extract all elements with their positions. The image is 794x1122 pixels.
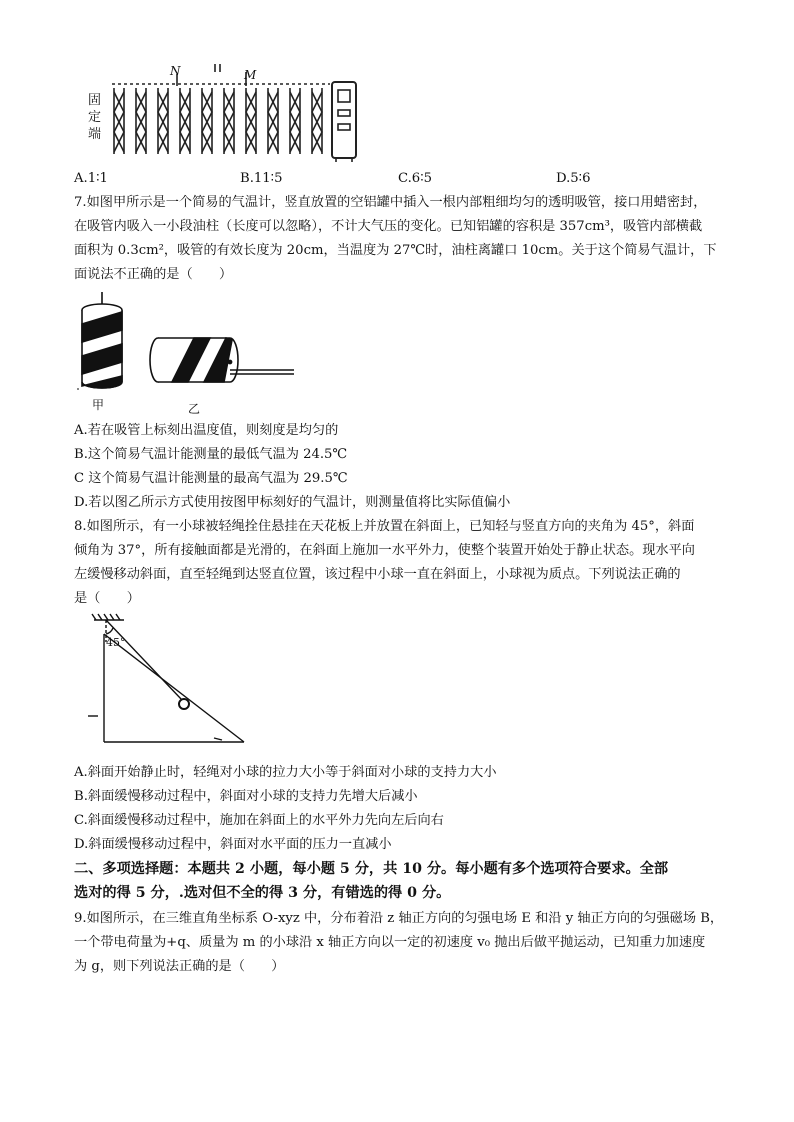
q7-option-a: A.若在吸管上标刻出温度值，则刻度是均匀的 [74,423,339,438]
label-angle-45: 45° [106,636,126,649]
label-jia: 甲 [92,398,105,412]
q7-line-2: 在吸管内吸入一小段油柱（长度可以忽略），不计大气压的变化。已知铝罐的容积是 357cm³，吸管内部横截 [74,219,703,234]
label-m: M [244,68,257,82]
q6-option-c: C.6∶5 [398,171,433,186]
figure-thermometer [76,290,306,416]
q7-option-b: B.这个简易气温计能测量的最低气温为 24.5℃ [74,447,348,462]
label-fixed-end: 固 定 端 [88,93,102,142]
q6-option-d: D.5∶6 [556,171,591,186]
q9-line-2: 一个带电荷量为+q、质量为 m 的小球沿 x 轴正方向以一定的初速度 v₀ 抛出后做平抛运动，已知重力加速度 [74,935,706,950]
label-yi: 乙 [188,402,201,416]
q8-option-d: D.斜面缓慢移动过程中，斜面对水平面的压力一直减小 [74,837,392,852]
q9-line-1: 9.如图所示，在三维直角坐标系 O-xyz 中，分布着沿 z 轴正方向的匀强电场 E 和沿 y 轴正方向的匀强磁场 B， [74,911,724,926]
section2-line-2: 选对的得 5 分，.选对但不全的得 3 分，有错选的得 0 分。 [74,885,451,901]
q7-option-d: D.若以图乙所示方式使用按图甲标刻好的气温计，则测量值将比实际值偏小 [74,495,511,510]
folding-gate-drawing [84,62,364,166]
incline-drawing [84,612,254,752]
q9-line-3: 为 g，则下列说法正确的是（ ） [74,959,285,974]
thermometer-drawing [76,290,306,416]
q8-line-3: 左缓慢移动斜面，直至轻绳到达竖直位置，该过程中小球一直在斜面上，小球视为质点。下列说法正确的 [74,567,681,582]
q8-line-2: 倾角为 37°，所有接触面都是光滑的，在斜面上施加一水平外力，使整个装置开始处于静止状态。现水平向 [74,543,695,558]
label-n: N [170,64,181,78]
section2-line-1: 二、多项选择题：本题共 2 小题，每小题 5 分，共 10 分。每小题有多个选项符合要求。全部 [74,861,669,877]
q8-option-a: A.斜面开始静止时，轻绳对小球的拉力大小等于斜面对小球的支持力大小 [74,765,497,780]
q8-option-c: C.斜面缓慢移动过程中，施加在斜面上的水平外力先向左后向右 [74,813,444,828]
figure-folding-gate [84,62,364,166]
q8-option-b: B.斜面缓慢移动过程中，斜面对小球的支持力先增大后减小 [74,789,418,804]
q6-option-b: B.11∶5 [240,171,283,186]
figure-incline [84,612,254,752]
q7-option-c: C 这个简易气温计能测量的最高气温为 29.5℃ [74,471,348,486]
q7-line-1: 7.如图甲所示是一个简易的气温计，竖直放置的空铝罐中插入一根内部粗细均匀的透明吸管，接口用蜡密封， [74,195,707,210]
q7-line-4: 面说法不正确的是（ ） [74,267,233,282]
q6-option-a: A.1∶1 [74,171,108,186]
q8-line-1: 8.如图所示，有一小球被轻绳拴住悬挂在天花板上并放置在斜面上，已知轻与竖直方向的夹角为 45°，斜面 [74,519,695,534]
q8-line-4: 是（ ） [74,591,140,606]
q7-line-3: 面积为 0.3cm²，吸管的有效长度为 20cm，当温度为 27℃时，油柱离罐口 10cm。关于这个简易气温计，下 [74,243,717,258]
